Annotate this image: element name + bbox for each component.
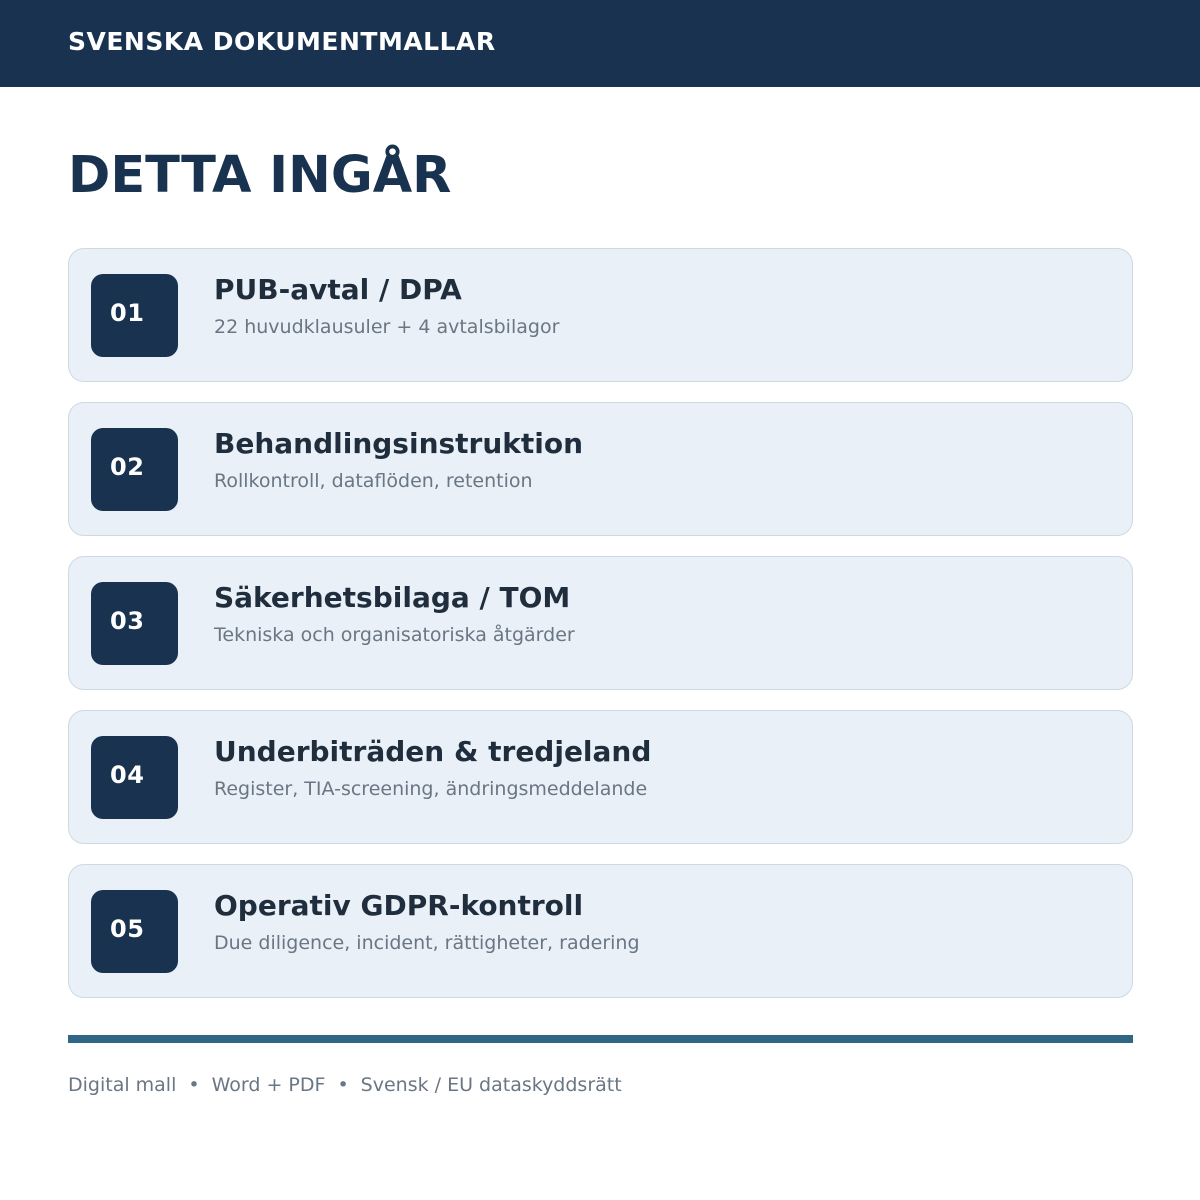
item-number: 05 (110, 915, 145, 943)
item-title: Behandlingsinstruktion (214, 427, 584, 460)
brand-title: SVENSKA DOKUMENTMALLAR (68, 27, 496, 56)
footer-separator: • (337, 1074, 349, 1096)
item-number-badge (91, 582, 178, 665)
item-number: 02 (110, 453, 145, 481)
list-item (68, 556, 1133, 690)
page-title: DETTA INGÅR (68, 146, 452, 205)
list-item (68, 402, 1133, 536)
footer-info (68, 1073, 622, 1097)
item-number-badge (91, 274, 178, 357)
item-description: Tekniska och organisatoriska åtgärder (214, 624, 575, 646)
item-description: Register, TIA-screening, ändringsmeddelande (214, 778, 648, 800)
header-bar (0, 0, 1200, 87)
item-number: 04 (110, 761, 145, 789)
footer-separator: • (188, 1074, 200, 1096)
item-title: PUB-avtal / DPA (214, 273, 462, 306)
item-description: 22 huvudklausuler + 4 avtalsbilagor (214, 316, 560, 338)
item-title: Operativ GDPR-kontroll (214, 889, 584, 922)
item-description: Rollkontroll, dataflöden, retention (214, 470, 533, 492)
item-number-badge (91, 890, 178, 973)
item-description: Due diligence, incident, rättigheter, radering (214, 932, 640, 954)
item-title: Underbiträden & tredjeland (214, 735, 652, 768)
footer-jurisdiction: Svensk / EU dataskyddsrätt (360, 1074, 622, 1096)
list-item (68, 710, 1133, 844)
list-item (68, 864, 1133, 998)
included-items-list (68, 248, 1133, 1018)
footer-file-formats: Word + PDF (211, 1074, 326, 1096)
item-number: 01 (110, 299, 145, 327)
item-number-badge (91, 736, 178, 819)
footer-format-type: Digital mall (68, 1074, 177, 1096)
item-number-badge (91, 428, 178, 511)
list-item (68, 248, 1133, 382)
item-title: Säkerhetsbilaga / TOM (214, 581, 571, 614)
footer-divider (68, 1035, 1133, 1043)
item-number: 03 (110, 607, 145, 635)
